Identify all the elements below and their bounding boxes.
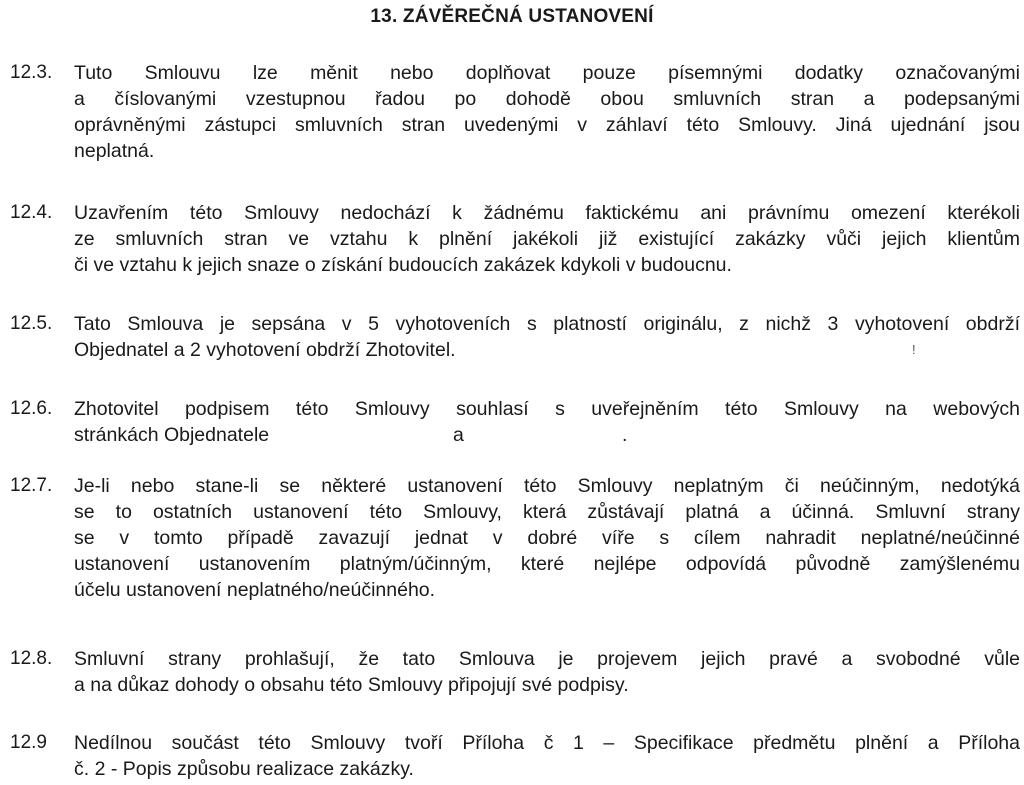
clause-fragment-a: a — [453, 424, 464, 446]
clause-line: Zhotovitel podpisem této Smlouvy souhlasí s uveřejněním této Smlouvy na webových — [74, 398, 1020, 420]
clause-line: č. 2 - Popis způsobu realizace zakázky. — [74, 758, 414, 780]
clause-line: a číslovanými vzestupnou řadou po dohodě obou smluvních stran a podepsanými — [74, 88, 1020, 110]
clause-line: oprávněnými zástupci smluvních stran uvedenými v záhlaví této Smlouvy. Jiná ujednání jsou — [74, 114, 1020, 136]
clause-line: neplatná. — [74, 140, 155, 162]
clause-line: účelu ustanovení neplatného/neúčinného. — [74, 579, 436, 601]
clause-line: Uzavřením této Smlouvy nedochází k žádnému faktickému ani právnímu omezení kterékoli — [74, 202, 1020, 224]
clause-text — [74, 646, 1020, 698]
clause-text — [74, 311, 1020, 363]
clause-fragment-dot: . — [622, 424, 628, 446]
clause-line: Tuto Smlouvu lze měnit nebo doplňovat pouze písemnými dodatky označovanými — [74, 62, 1020, 84]
clause-line — [74, 422, 1020, 448]
clause-number: 12.7. — [10, 475, 53, 496]
clause-number: 12.5. — [10, 313, 53, 334]
clause-line: se v tomto případě zavazují jednat v dobré víře s cílem nahradit neplatné/neúčinné — [74, 527, 1020, 549]
clause-line: ustanovení ustanovením platným/účinným, které nejlépe odpovídá původně zamýšlenému — [74, 553, 1020, 575]
clause-line: Tato Smlouva je sepsána v 5 vyhotoveních s platností originálu, z nichž 3 vyhotovení obdrží — [74, 313, 1020, 335]
clause-line: Nedílnou součást této Smlouvy tvoří Příloha č 1 – Specifikace předmětu plnění a Příloha — [74, 732, 1020, 754]
clause-text — [74, 60, 1020, 164]
clause-number: 12.8. — [10, 648, 53, 669]
clause-line: Objednatel a 2 vyhotovení obdrží Zhotovitel. — [74, 339, 456, 361]
clause-text — [74, 396, 1020, 448]
clause-number: 12.6. — [10, 398, 53, 419]
clause-number: 12.9 — [10, 732, 47, 753]
clause-text — [74, 200, 1020, 278]
clause-number: 12.3. — [10, 62, 53, 83]
section-heading: 13. ZÁVĚREČNÁ USTANOVENÍ — [370, 6, 654, 27]
clause-line: se to ostatních ustanovení této Smlouvy, která zůstávají platná a účinná. Smluvní strany — [74, 501, 1020, 523]
clause-line: či ve vztahu k jejich snaze o získání budoucích zakázek kdykoli v budoucnu. — [74, 254, 732, 276]
clause-text — [74, 730, 1020, 782]
clause-text — [74, 473, 1020, 603]
clause-line: Je-li nebo stane-li se některé ustanovení této Smlouvy neplatným či neúčinným, nedotýká — [74, 475, 1020, 497]
clause-line: Smluvní strany prohlašují, že tato Smlouva je projevem jejich pravé a svobodné vůle — [74, 648, 1020, 670]
margin-mark: ! — [912, 342, 916, 357]
clause-line: ze smluvních stran ve vztahu k plnění jakékoli již existující zakázky vůči jejich klientům — [74, 228, 1020, 250]
clause-line-start: stránkách Objednatele — [74, 424, 270, 446]
clause-number: 12.4. — [10, 202, 53, 223]
clause-line: a na důkaz dohody o obsahu této Smlouvy připojují své podpisy. — [74, 674, 629, 696]
